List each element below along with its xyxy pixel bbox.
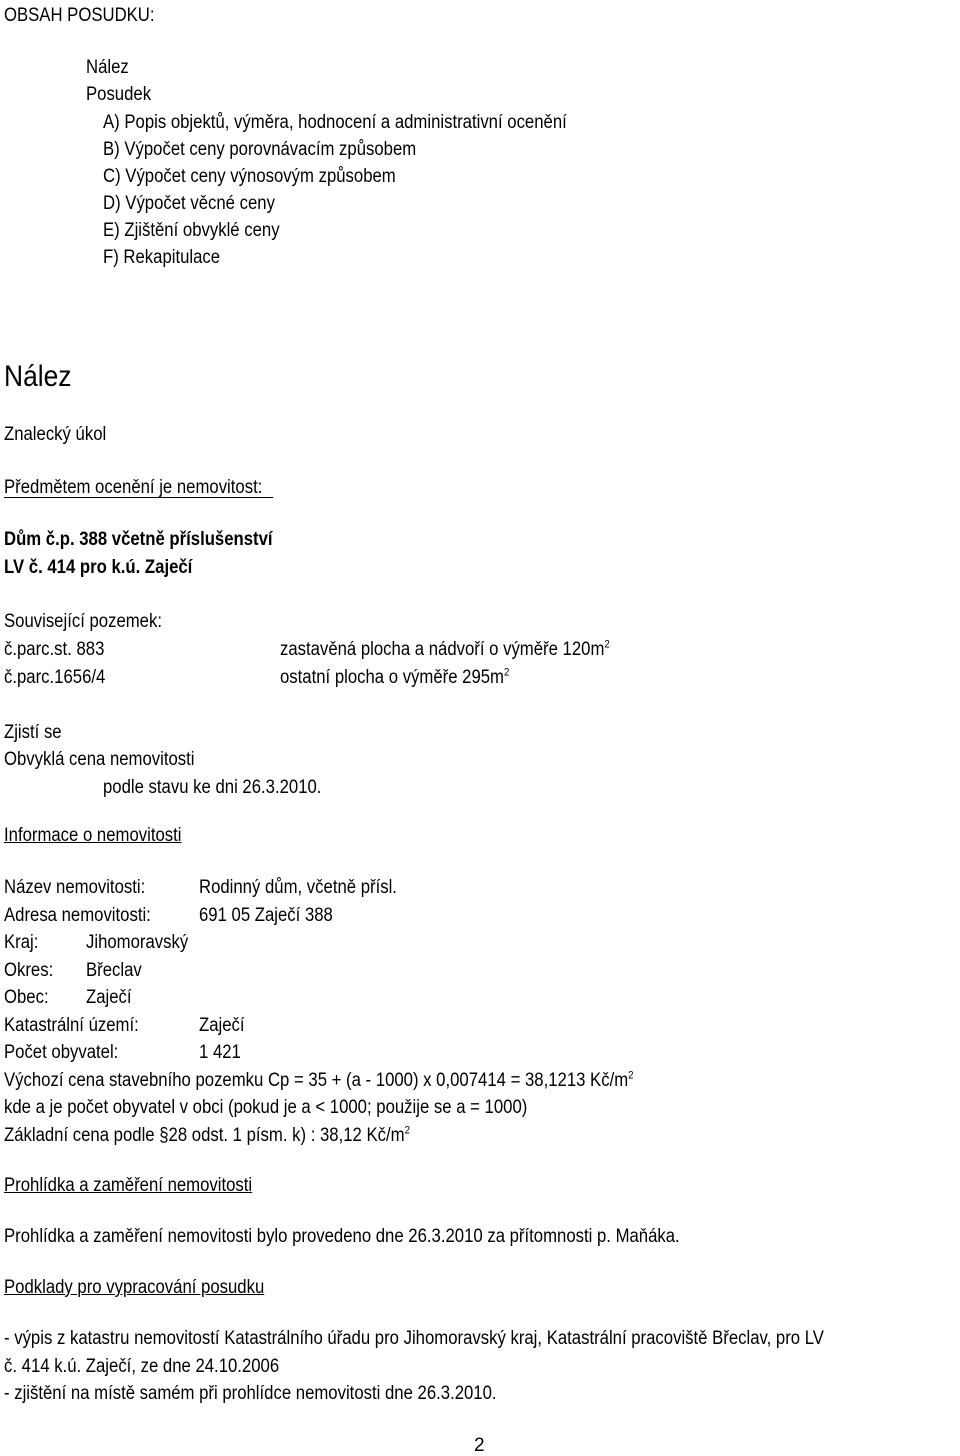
contents-subitem-c: C) Výpočet ceny výnosovým způsobem [103, 166, 396, 187]
municipality-label: Obec: [4, 987, 49, 1008]
contents-subitem-f: F) Rekapitulace [103, 247, 221, 268]
land-label: Související pozemek: [4, 611, 162, 632]
population-value: 1 421 [199, 1042, 241, 1063]
parcel-desc-2: ostatní plocha o výměře $295m^2$ [280, 666, 510, 688]
property-line2: LV č. 414 pro k.ú. Zaječí [4, 557, 193, 578]
name-label: Název nemovitosti: [4, 877, 146, 898]
task-heading: Znalecký úkol [4, 424, 107, 445]
contents-item-report: Posudek [86, 84, 152, 105]
name-value: Rodinný dům, včetně přísl. [199, 877, 397, 898]
parcel-id-1: č.parc.st. 883 [4, 639, 105, 660]
municipality-value: Zaječí [86, 987, 132, 1008]
region-label: Kraj: [4, 932, 39, 953]
value-type: Obvyklá cena nemovitosti [4, 749, 195, 770]
base-price-result: Základní cena podle §28 odst. 1 písm. k) : 38,12 $Kč/m^2$ [4, 1124, 410, 1146]
address-label: Adresa nemovitosti: [4, 905, 151, 926]
parcel-desc-1: zastavěná plocha a nádvoří o výměře $120m^2$ [280, 638, 610, 660]
base-price-formula: Výchozí cena stavebního pozemku Cp = 35 + (a - 1000) x 0,007414 = 38,1213 $Kč/m^2$ [4, 1069, 634, 1091]
finding-heading: Nález [4, 360, 72, 393]
cadastre-label: Katastrální území: [4, 1015, 139, 1036]
contents-title: OBSAH POSUDKU: [4, 5, 155, 26]
district-label: Okres: [4, 960, 54, 981]
info-heading: Informace o nemovitosti [4, 825, 182, 846]
district-value: Břeclav [86, 960, 142, 981]
contents-subitem-b: B) Výpočet ceny porovnávacím způsobem [103, 139, 417, 160]
inspection-heading: Prohlídka a zaměření nemovitosti [4, 1175, 253, 1196]
region-value: Jihomoravský [86, 932, 189, 953]
property-line1: Dům č.p. 388 včetně příslušenství [4, 529, 273, 550]
subject-label: Předmětem ocenění je nemovitost: [4, 478, 273, 498]
sources-line1: - výpis z katastru nemovitostí Katastrálního úřadu pro Jihomoravský kraj, Katastrální pracoviště Břeclav, pro LV [4, 1328, 824, 1349]
address-value: 691 05 Zaječí 388 [199, 905, 333, 926]
sources-heading: Podklady pro vypracování posudku [4, 1277, 265, 1298]
page-number: 2 [474, 1435, 485, 1456]
population-label: Počet obyvatel: [4, 1042, 119, 1063]
contents-item-finding: Nález [86, 57, 129, 78]
parcel-id-2: č.parc.1656/4 [4, 667, 106, 688]
cadastre-value: Zaječí [199, 1015, 245, 1036]
contents-subitem-e: E) Zjištění obvyklé ceny [103, 220, 280, 241]
determine-label: Zjistí se [4, 722, 62, 743]
contents-subitem-d: D) Výpočet věcné ceny [103, 193, 275, 214]
sources-line2: č. 414 k.ú. Zaječí, ze dne 24.10.2006 [4, 1356, 280, 1377]
contents-subitem-a: A) Popis objektů, výměra, hodnocení a administrativní ocenění [103, 112, 567, 133]
inspection-text: Prohlídka a zaměření nemovitosti bylo provedeno dne 26.3.2010 za přítomnosti p. Maňáka. [4, 1226, 680, 1247]
sources-line3: - zjištění na místě samém při prohlídce nemovitosti dne 26.3.2010. [4, 1383, 497, 1404]
as-of-date: podle stavu ke dni 26.3.2010. [103, 777, 322, 798]
formula-note: kde a je počet obyvatel v obci (pokud je a < 1000; použije se a = 1000) [4, 1097, 528, 1118]
